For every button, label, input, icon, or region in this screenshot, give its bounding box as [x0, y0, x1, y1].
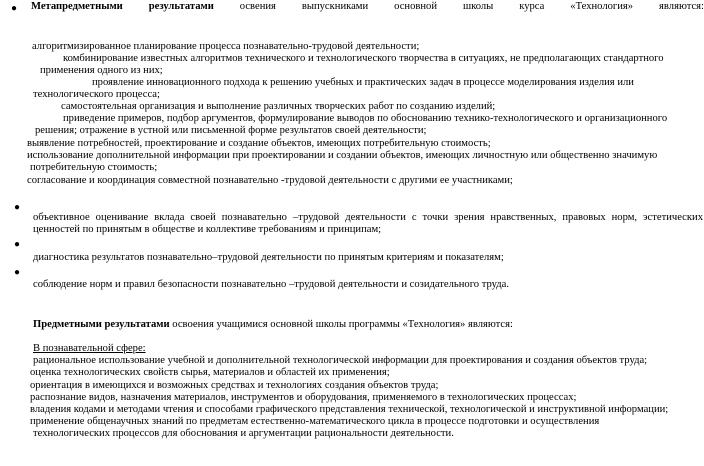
bullet-marker: ● — [14, 239, 21, 250]
meta-line: проявление инновационного подхода к решению учебных и практических задач в процессе моделирования изделия или — [92, 77, 634, 88]
meta-line: выявление потребностей, проектирование и создание объектов, имеющих потребительную стоимость; — [27, 138, 491, 149]
meta-heading-rest: освения выпускниками основной школы курса «Технология» являются: — [213, 1, 704, 12]
bullet-marker: ● — [11, 3, 18, 14]
subject-line: рациональное использование учебной и дополнительной технологической информации для проектирования и создания объектов труда; — [33, 355, 648, 366]
meta-line: согласование и координация совместной познавательно -трудовой деятельности с другими ее участниками; — [27, 175, 513, 186]
meta-heading — [31, 1, 704, 14]
bullet-item-line: ценностей по принятым в обществе и коллективе требованиям и принципам; — [33, 224, 382, 235]
bullet-marker: ● — [14, 202, 21, 213]
bullet-item-line: диагностика результатов познавательно–трудовой деятельности по принятым критериям и показателям; — [33, 252, 504, 263]
meta-line: алгоритмизированное планирование процесса познавательно-трудовой деятельности; — [32, 41, 420, 52]
meta-line: технологического процесса; — [33, 89, 160, 100]
subject-line: оценка технологических свойств сырья, материалов и областей их применения; — [30, 367, 390, 378]
subject-line: технологических процессов для обоснования и аргументации рациональности деятельности. — [33, 428, 454, 439]
subject-line: ориентация в имеющихся и возможных средствах и технологиях создания объектов труда; — [30, 380, 439, 391]
subject-line: распознание видов, назначения материалов, инструментов и оборудования, применяемого в технологических процессах; — [30, 392, 577, 403]
bullet-item-line: объективное оценивание вклада своей познавательно –трудовой деятельности с точки зрения нравственных, правовых норм, эстетических — [33, 212, 703, 223]
subject-heading-rest: освоения учащимися основной школы программы «Технология» являются: — [169, 319, 513, 330]
bullet-marker: ● — [14, 267, 21, 278]
meta-line: потребительную стоимость; — [30, 162, 158, 173]
subject-line: владения кодами и методами чтения и способами графического представления технической, технологической и инструктивной информации; — [30, 404, 669, 415]
meta-line: использование дополнительной информации при проектировании и создании объектов, имеющих личностную или общественно значимую — [27, 150, 658, 161]
meta-line: решения; отражение в устной или письменной форме результатов своей деятельности; — [35, 125, 427, 136]
meta-heading-bold: Метапредметными результатами — [31, 1, 214, 12]
subject-sphere-heading — [33, 343, 146, 356]
meta-line: приведение примеров, подбор аргументов, формулирование выводов по обоснованию технико-технологического и организационного — [63, 113, 668, 124]
meta-line: комбинирование известных алгоритмов технического и технологического творчества в ситуациях, не предполагающих стандартного — [63, 53, 664, 64]
meta-line: применения одного из них; — [40, 65, 163, 76]
subject-line: применение общенаучных знаний по предметам естественно-математического цикла в процессе подготовки и осуществления — [30, 416, 600, 427]
bullet-item-line: соблюдение норм и правил безопасности познавательно –трудовой деятельности и созидательного труда. — [33, 279, 510, 290]
subject-heading — [33, 319, 513, 332]
meta-line: самостоятельная организация и выполнение различных творческих работ по созданию изделий; — [61, 101, 496, 112]
subject-heading-bold: Предметными результатами — [33, 319, 170, 330]
subject-sphere-label: В познавательной сфере: — [33, 343, 146, 354]
